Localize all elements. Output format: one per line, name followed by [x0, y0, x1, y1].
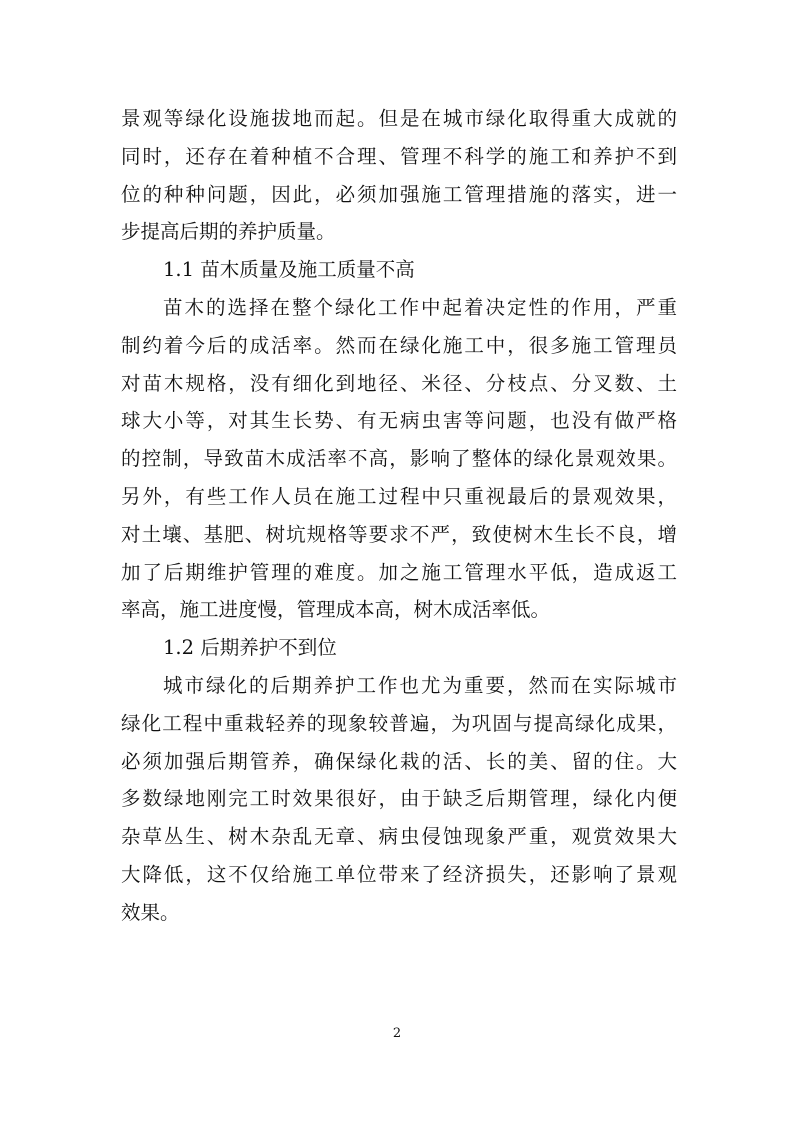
text-line: 必须加强后期管养，确保绿化栽的活、长的美、留的住。大 — [121, 749, 677, 773]
section-heading-1-2: 1.2 后期养护不到位 — [163, 636, 337, 660]
text-line: 绿化工程中重栽轻养的现象较普遍，为巩固与提高绿化成果， — [121, 711, 677, 735]
text-line: 的控制，导致苗木成活率不高，影响了整体的绿化景观效果。 — [121, 447, 677, 471]
paragraph-maintenance — [121, 667, 677, 932]
paragraph-intro-continued — [121, 100, 677, 251]
text-line: 同时，还存在着种植不合理、管理不科学的施工和养护不到 — [121, 144, 677, 168]
text-line: 位的种种问题，因此，必须加强施工管理措施的落实，进一 — [121, 182, 677, 206]
text-line: 城市绿化的后期养护工作也尤为重要，然而在实际城市 — [163, 673, 677, 697]
document-body — [121, 100, 677, 932]
text-line: 另外，有些工作人员在施工过程中只重视最后的景观效果， — [121, 484, 677, 508]
text-line: 大降低，这不仅给施工单位带来了经济损失，还影响了景观 — [121, 862, 677, 886]
section-heading-1-1: 1.1 苗木质量及施工质量不高 — [163, 258, 415, 282]
text-line: 加了后期维护管理的难度。加之施工管理水平低，造成返工 — [121, 560, 677, 584]
text-line: 杂草丛生、树木杂乱无章、病虫侵蚀现象严重，观赏效果大 — [121, 825, 677, 849]
text-line: 步提高后期的养护质量。 — [121, 220, 336, 244]
text-line: 球大小等，对其生长势、有无病虫害等问题，也没有做严格 — [121, 409, 677, 433]
text-line: 景观等绿化设施拔地而起。但是在城市绿化取得重大成就的 — [121, 107, 677, 130]
text-line: 对苗木规格，没有细化到地径、米径、分枝点、分叉数、土 — [121, 371, 677, 395]
text-line: 苗木的选择在整个绿化工作中起着决定性的作用，严重 — [163, 295, 677, 319]
text-line: 率高，施工进度慢，管理成本高，树木成活率低。 — [121, 598, 551, 622]
text-line: 效果。 — [121, 900, 180, 924]
text-line: 多数绿地刚完工时效果很好，由于缺乏后期管理，绿化内便 — [121, 787, 677, 811]
text-line: 对土壤、基肥、树坑规格等要求不严，致使树木生长不良，增 — [121, 522, 677, 546]
page-number: 2 — [392, 1026, 402, 1041]
text-line: 制约着今后的成活率。然而在绿化施工中，很多施工管理员 — [121, 333, 677, 357]
paragraph-seedling-quality — [121, 289, 677, 629]
